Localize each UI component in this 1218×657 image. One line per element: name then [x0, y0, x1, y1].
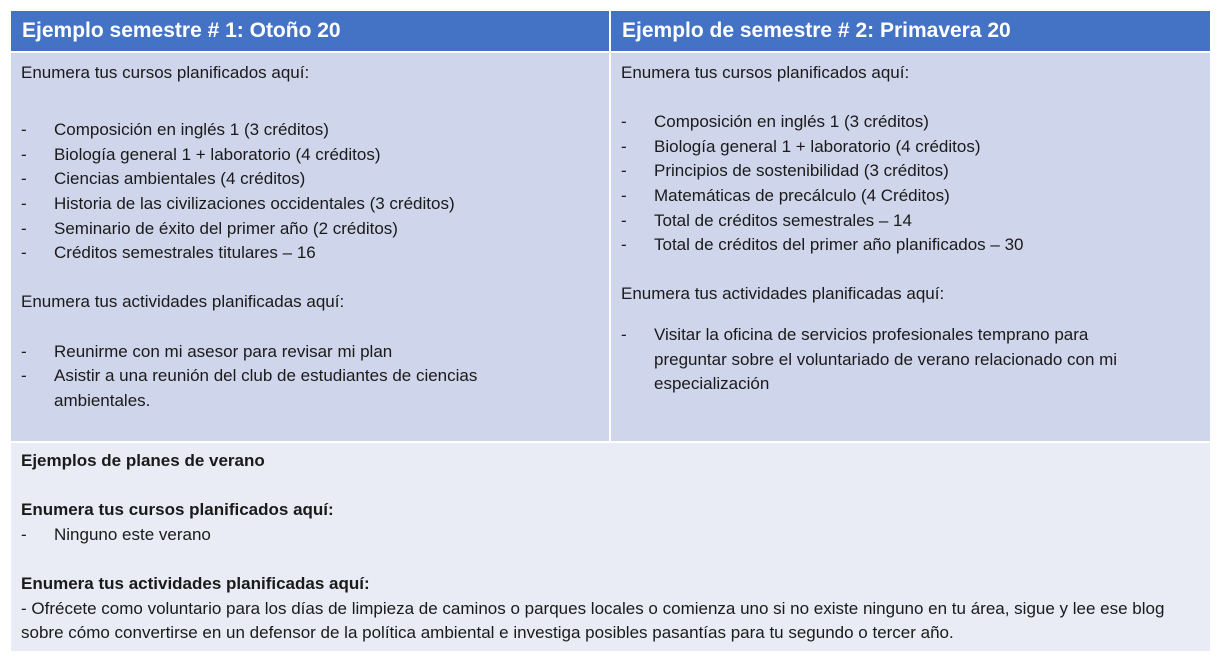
summer-courses-prompt: Enumera tus cursos planificados aquí:	[21, 500, 334, 520]
list-item: - Créditos semestrales titulares – 16	[21, 243, 316, 263]
list-item: - Total de créditos del primer año planificados – 30	[621, 235, 1024, 255]
list-item: - Composición en inglés 1 (3 créditos)	[21, 120, 329, 140]
list-item: - Asistir a una reunión del club de estudiantes de ciencias ambientales.	[21, 366, 478, 410]
summer-cell	[11, 443, 1210, 651]
semester2-activities-prompt: Enumera tus actividades planificadas aquí:	[621, 284, 945, 304]
semester2-header: Ejemplo de semestre # 2: Primavera 20	[611, 11, 1210, 51]
list-item: - Principios de sostenibilidad (3 créditos)	[621, 161, 949, 181]
planning-table	[11, 11, 1210, 651]
list-item: - Matemáticas de precálculo (4 Créditos)	[621, 185, 950, 205]
list-item: - Total de créditos semestrales – 14	[621, 210, 912, 230]
list-item: - Composición en inglés 1 (3 créditos)	[621, 112, 929, 132]
list-item: - Ninguno este verano	[21, 524, 211, 544]
summer-activities-prompt: Enumera tus actividades planificadas aquí:	[21, 573, 370, 593]
semester1-activities-prompt: Enumera tus actividades planificadas aquí:	[21, 292, 345, 312]
semester2-courses-prompt: Enumera tus cursos planificados aquí:	[621, 63, 910, 82]
semester2-course-list	[621, 110, 1200, 258]
semester2-activity-list	[621, 323, 1200, 397]
list-item: - Visitar la oficina de servicios profesionales temprano para preguntar sobre el voluntariado de verano relacionado con mi especialización	[621, 324, 1118, 394]
list-item: - Ciencias ambientales (4 créditos)	[21, 169, 306, 189]
summer-title: Ejemplos de planes de verano	[21, 451, 265, 470]
list-item: - Historia de las civilizaciones occidentales (3 créditos)	[21, 193, 455, 213]
summer-activities-text: - Ofrécete como voluntario para los días de limpieza de caminos o parques locales o comienza uno si no existe ninguno en tu área, sigue y lee ese blog sobre cómo convertirse en un defensor de la política ambiental e investiga posibles pasantías para tu segundo o tercer año.	[21, 598, 1165, 643]
list-item: - Seminario de éxito del primer año (2 créditos)	[21, 218, 398, 238]
semester1-header: Ejemplo semestre # 1: Otoño 20	[11, 11, 609, 51]
semester1-cell	[11, 53, 609, 441]
semester1-course-list	[21, 118, 599, 266]
list-item: - Biología general 1 + laboratorio (4 créditos)	[621, 136, 981, 156]
list-item: - Biología general 1 + laboratorio (4 créditos)	[21, 144, 381, 164]
semester2-cell	[611, 53, 1210, 441]
semester1-courses-prompt: Enumera tus cursos planificados aquí:	[21, 63, 310, 82]
semester1-activity-list	[21, 340, 599, 414]
summer-course-list	[21, 523, 1200, 548]
list-item: - Reunirme con mi asesor para revisar mi plan	[21, 341, 393, 361]
